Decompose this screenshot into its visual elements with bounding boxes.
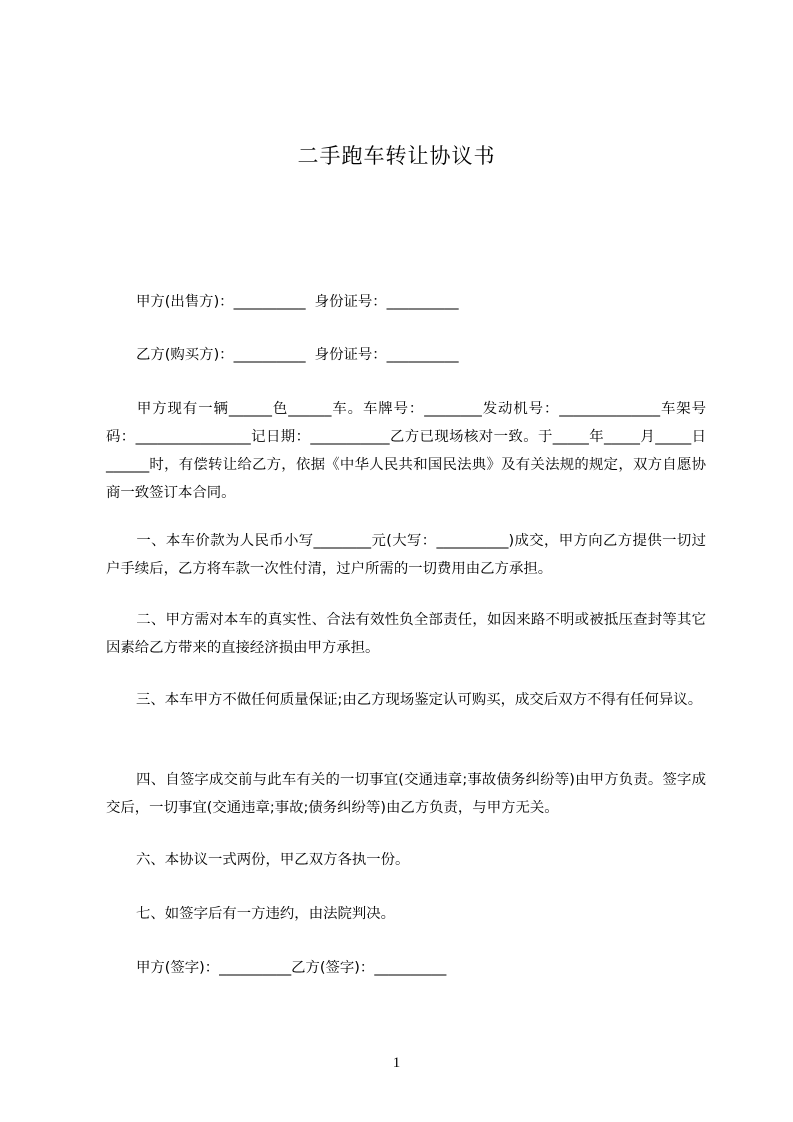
clause-7 (106, 900, 706, 928)
page-number: 1 (392, 1055, 401, 1071)
party-b-line: 乙方(购买方)：__________ 身份证号：__________ (136, 347, 459, 363)
intro-paragraph (106, 395, 706, 507)
party-a-line: 甲方(出售方)：__________ 身份证号：__________ (136, 294, 459, 310)
clause-2-text: 二、甲方需对本车的真实性、合法有效性负全部责任，如因来路不明或被抵压查封等其它因素给乙方带来的直接经济损由甲方承担。 (106, 612, 706, 656)
clause-3 (106, 686, 706, 714)
clause-1 (106, 527, 706, 583)
clause-7-text: 七、如签字后有一方违约，由法院判决。 (136, 906, 396, 922)
clause-4-text: 四、自签字成交前与此车有关的一切事宜(交通违章;事故债务纠纷等)由甲方负责。签字成交后，一切事宜(交通违章;事故;债务纠纷等)由乙方负责，与甲方无关。 (106, 772, 706, 816)
clause-6-text: 六、本协议一式两份，甲乙双方各执一份。 (136, 852, 410, 868)
clause-6 (106, 846, 706, 874)
clause-1-text: 一、本车价款为人民币小写________元(大写：__________)成交，甲方向乙方提供一切过户手续后，乙方将车款一次性付清，过户所需的一切费用由乙方承担。 (106, 533, 706, 577)
intro-text: 甲方现有一辆______色______车。车牌号：________发动机号：______________车架号码：________________记日期：___________乙方已现场核对一致。于_____年_____月_____日______时，有偿转让给乙方，依据《中华人民共和国民法典》及有关法规的规定，双方自愿协商一致签订本合同。 (106, 401, 706, 501)
signature-line: 甲方(签字)：__________乙方(签字)：__________ (136, 960, 447, 976)
clause-2 (106, 606, 706, 662)
clause-3-text: 三、本车甲方不做任何质量保证;由乙方现场鉴定认可购买，成交后双方不得有任何异议。 (136, 692, 703, 708)
document-title: 二手跑车转让协议书 (297, 144, 496, 168)
clause-4 (106, 766, 706, 822)
